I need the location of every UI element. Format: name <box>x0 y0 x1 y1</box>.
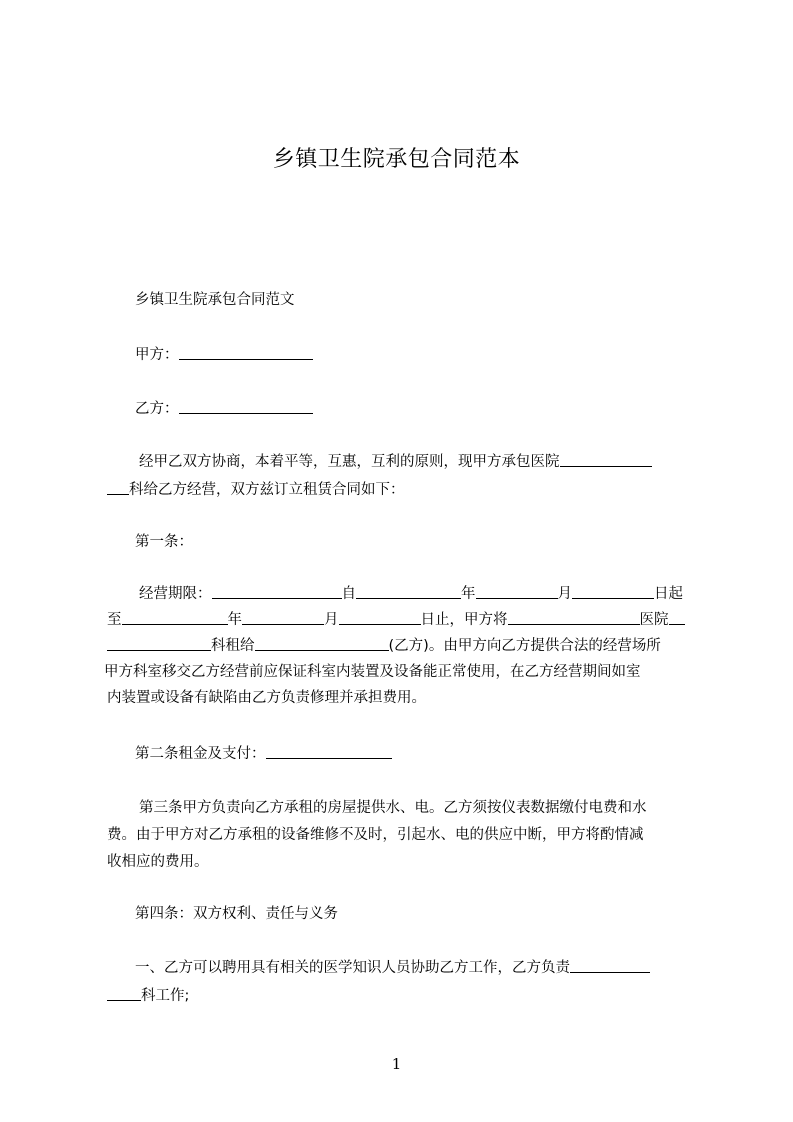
page-number: 1 <box>391 1055 402 1073</box>
text: 日止，甲方将 <box>420 612 508 628</box>
article-4-line-2 <box>107 986 699 1006</box>
blank <box>242 610 324 625</box>
rent-blank <box>266 744 392 759</box>
text: 月 <box>557 586 572 602</box>
blank <box>356 584 461 599</box>
article-4-text-2: 科工作; <box>141 988 190 1004</box>
party-a-label: 甲方： <box>135 347 179 363</box>
article-1-line-1 <box>139 584 699 604</box>
blank <box>508 610 640 625</box>
text: 科租给 <box>211 638 255 654</box>
intro-line-2 <box>107 480 699 500</box>
blank <box>339 610 421 625</box>
intro-text-1: 经甲乙双方协商，本着平等，互惠，互利的原则，现甲方承包医院 <box>139 454 560 470</box>
intro-text-2: 科给乙方经营，双方兹订立租赁合同如下： <box>129 482 405 498</box>
article-2-line <box>135 744 727 764</box>
article-4-text-1: 一、乙方可以聘用具有相关的医学知识人员协助乙方工作，乙方负责 <box>135 960 570 976</box>
article-1-line-3 <box>107 636 699 656</box>
party-a-blank <box>179 345 313 360</box>
text: 年 <box>461 586 476 602</box>
blank <box>212 584 342 599</box>
article-1-line-4: 甲方科室移交乙方经营前应保证科室内装置及设备能正常使用，在乙方经营期间如室 <box>104 664 641 680</box>
text: 月 <box>324 612 339 628</box>
text: (乙方)。由甲方向乙方提供合法的经营场所 <box>388 638 661 654</box>
intro-line-1 <box>139 452 699 472</box>
party-b-line <box>135 399 727 419</box>
blank <box>572 584 654 599</box>
party-b-label: 乙方： <box>135 401 179 417</box>
party-b-blank <box>179 399 313 414</box>
text: 年 <box>227 612 242 628</box>
intro-blank-1 <box>560 452 652 467</box>
article-1-line-5: 内装置或设备有缺陷由乙方负责修理并承担费用。 <box>107 690 426 706</box>
blank <box>476 584 558 599</box>
party-a-line <box>135 345 727 365</box>
blank <box>122 610 228 625</box>
article-3-line-2: 费。由于甲方对乙方承租的设备维修不及时，引起水、电的供应中断，甲方将酌情减 <box>107 827 644 843</box>
blank <box>669 610 685 625</box>
blank <box>107 986 141 1001</box>
article-1-heading: 第一条： <box>135 534 193 550</box>
term-label: 经营期限： <box>139 586 212 602</box>
intro-blank-2 <box>107 480 129 495</box>
blank <box>107 636 211 651</box>
text: 日起 <box>654 586 683 602</box>
subtitle: 乡镇卫生院承包合同范文 <box>135 292 295 308</box>
text: 医院 <box>639 612 669 628</box>
article-1-line-2 <box>107 610 699 630</box>
document-title: 乡镇卫生院承包合同范本 <box>272 147 521 172</box>
article-2-label: 第二条租金及支付： <box>135 746 266 762</box>
text: 至 <box>107 612 122 628</box>
article-4-line-1 <box>135 958 699 978</box>
blank <box>255 636 389 651</box>
text: 自 <box>341 586 356 602</box>
article-3-line-3: 收相应的费用。 <box>107 854 209 870</box>
article-4-heading: 第四条：双方权利、责任与义务 <box>135 906 338 922</box>
blank <box>570 958 650 973</box>
article-3-line-1: 第三条甲方负责向乙方承租的房屋提供水、电。乙方须按仪表数据缴付电费和水 <box>139 800 647 816</box>
